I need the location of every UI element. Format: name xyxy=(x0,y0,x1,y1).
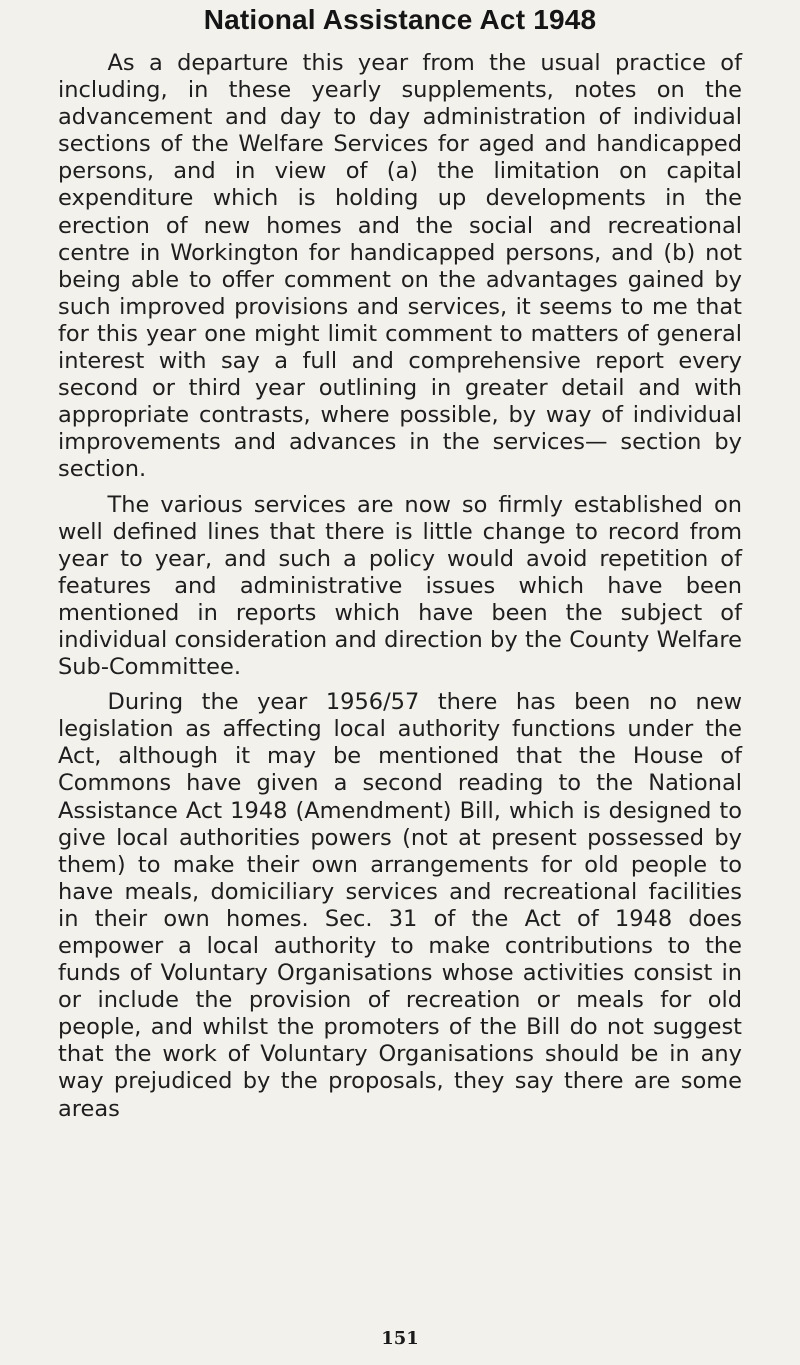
body-text xyxy=(58,50,742,1131)
paragraph-1: As a departure this year from the usual practice of including, in these yearly supplements, notes on the advancement and day to day administration of individual sections of the Welfare Services for aged and handicapped persons, and in view of (a) the limitation on capital expenditure which is holding up developments in the erection of new homes and the social and recreational centre in Workington for handicapped persons, and (b) not being able to offer comment on the advantages gained by such improved provisions and services, it seems to me that for this year one might limit comment to matters of general interest with say a full and comprehensive report every second or third year outlining in greater detail and with appropriate contrasts, where possible, by way of individual improvements and advances in the services— section by section. xyxy=(58,50,742,483)
paragraph-3: During the year 1956/57 there has been no new legislation as affecting local authority functions under the Act, although it may be mentioned that the House of Commons have given a second reading to the National Assistance Act 1948 (Amendment) Bill, which is designed to give local authorities powers (not at present possessed by them) to make their own arrangements for old people to have meals, domiciliary services and recreational facilities in their own homes. Sec. 31 of the Act of 1948 does empower a local authority to make contributions to the funds of Voluntary Organisations whose activities consist in or include the provision of recreation or meals for old people, and whilst the promoters of the Bill do not suggest that the work of Voluntary Organisations should be in any way prejudiced by the proposals, they say there are some areas xyxy=(58,689,742,1122)
page-heading: National Assistance Act 1948 xyxy=(203,4,597,35)
paragraph-2: The various services are now so firmly established on well defined lines that there is little change to record from year to year, and such a policy would avoid repetition of features and administrative issues which have been mentioned in reports which have been the subject of individual consideration and direction by the County Welfare Sub-Committee. xyxy=(58,491,742,681)
page-number: 151 xyxy=(381,1328,419,1349)
